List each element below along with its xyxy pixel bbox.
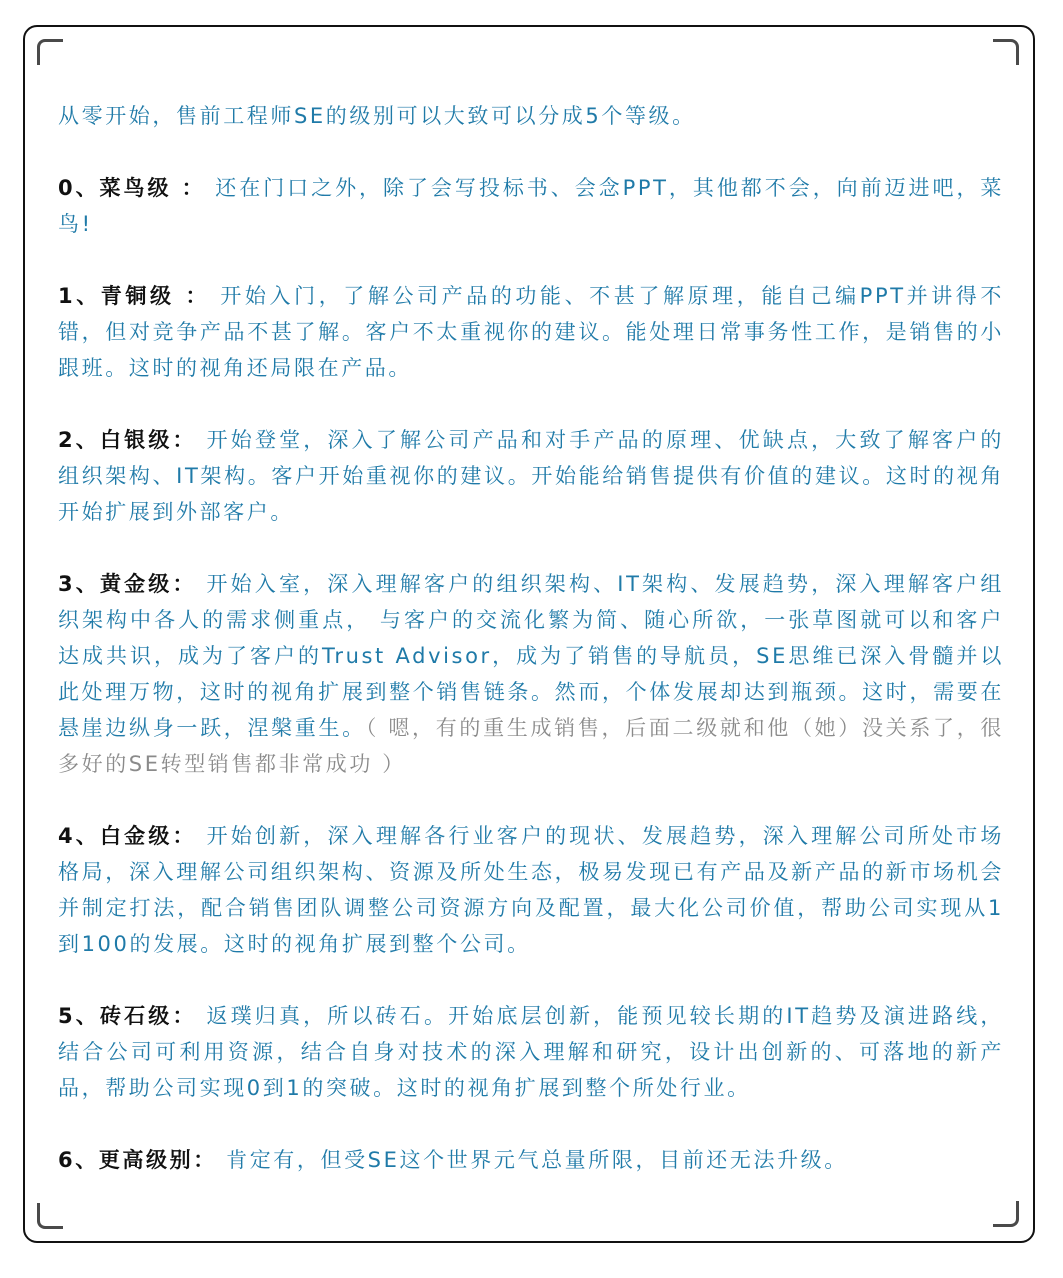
level-3-paragraph	[58, 566, 1004, 782]
level-3-label: 3、黄金级：	[58, 572, 197, 596]
level-1-paragraph	[58, 278, 1004, 386]
corner-bracket-top-right-icon	[993, 39, 1019, 65]
level-4-text: 开始创新，深入理解各行业客户的现状、发展趋势，深入理解公司所处市场格局，深入理解公司组织架构、资源及所处生态，极易发现已有产品及新产品的新市场机会并制定打法，配合销售团队调整公司资源方向及配置，最大化公司价值，帮助公司实现从1到100的发展。这时的视角扩展到整个公司。	[58, 824, 1005, 956]
level-6-paragraph	[58, 1142, 1004, 1178]
level-3-note: （ 嗯，有的重生成销售，后面二级就和他（她）没关系了，很多好的SE转型销售都非常成功 ）	[58, 716, 1004, 776]
level-3-text: 开始入室，深入理解客户的组织架构、IT架构、发展趋势，深入理解客户组织架构中各人的需求侧重点， 与客户的交流化繁为简、随心所欲，一张草图就可以和客户达成共识，成为了客户的Trust Advisor，成为了销售的导航员，SE思维已深入骨髓并以此处理万物，这时的视角扩展到整个销售链条。然而，个体发展却达到瓶颈。这时，需要在悬崖边纵身一跃，涅槃重生。	[58, 572, 1004, 740]
level-5-paragraph	[58, 998, 1004, 1106]
level-6-label: 6、更高级别：	[58, 1148, 217, 1172]
level-1-text: 开始入门，了解公司产品的功能、不甚了解原理，能自己编PPT并讲得不错，但对竞争产品不甚了解。客户不太重视你的建议。能处理日常事务性工作，是销售的小跟班。这时的视角还局限在产品。	[58, 284, 1004, 380]
level-6-text: 肯定有，但受SE这个世界元气总量所限，目前还无法升级。	[216, 1148, 848, 1172]
level-0-text: 还在门口之外，除了会写投标书、会念PPT，其他都不会，向前迈进吧，菜鸟!	[58, 176, 1005, 236]
corner-bracket-bottom-right-icon	[993, 1201, 1019, 1227]
level-0-paragraph	[58, 170, 1004, 242]
level-2-paragraph	[58, 422, 1004, 530]
level-2-text: 开始登堂，深入了解公司产品和对手产品的原理、优缺点，大致了解客户的组织架构、IT架构。客户开始重视你的建议。开始能给销售提供有价值的建议。这时的视角开始扩展到外部客户。	[58, 428, 1005, 524]
level-0-label: 0、菜鸟级 ：	[58, 176, 206, 200]
level-2-label: 2、白银级：	[58, 428, 197, 452]
level-4-paragraph	[58, 818, 1004, 962]
level-4-label: 4、白金级：	[58, 824, 197, 848]
level-1-label: 1、青铜级 ：	[58, 284, 211, 308]
corner-bracket-bottom-left-icon	[37, 1203, 63, 1229]
level-5-text: 返璞归真，所以砖石。开始底层创新，能预见较长期的IT趋势及演进路线，结合公司可利用资源，结合自身对技术的深入理解和研究，设计出创新的、可落地的新产品，帮助公司实现0到1的突破。这时的视角扩展到整个所处行业。	[58, 1004, 1004, 1100]
corner-bracket-top-left-icon	[37, 39, 63, 65]
article-body	[58, 98, 1004, 1178]
level-5-label: 5、砖石级：	[58, 1004, 197, 1028]
intro-paragraph: 从零开始，售前工程师SE的级别可以大致可以分成5个等级。	[58, 104, 696, 128]
